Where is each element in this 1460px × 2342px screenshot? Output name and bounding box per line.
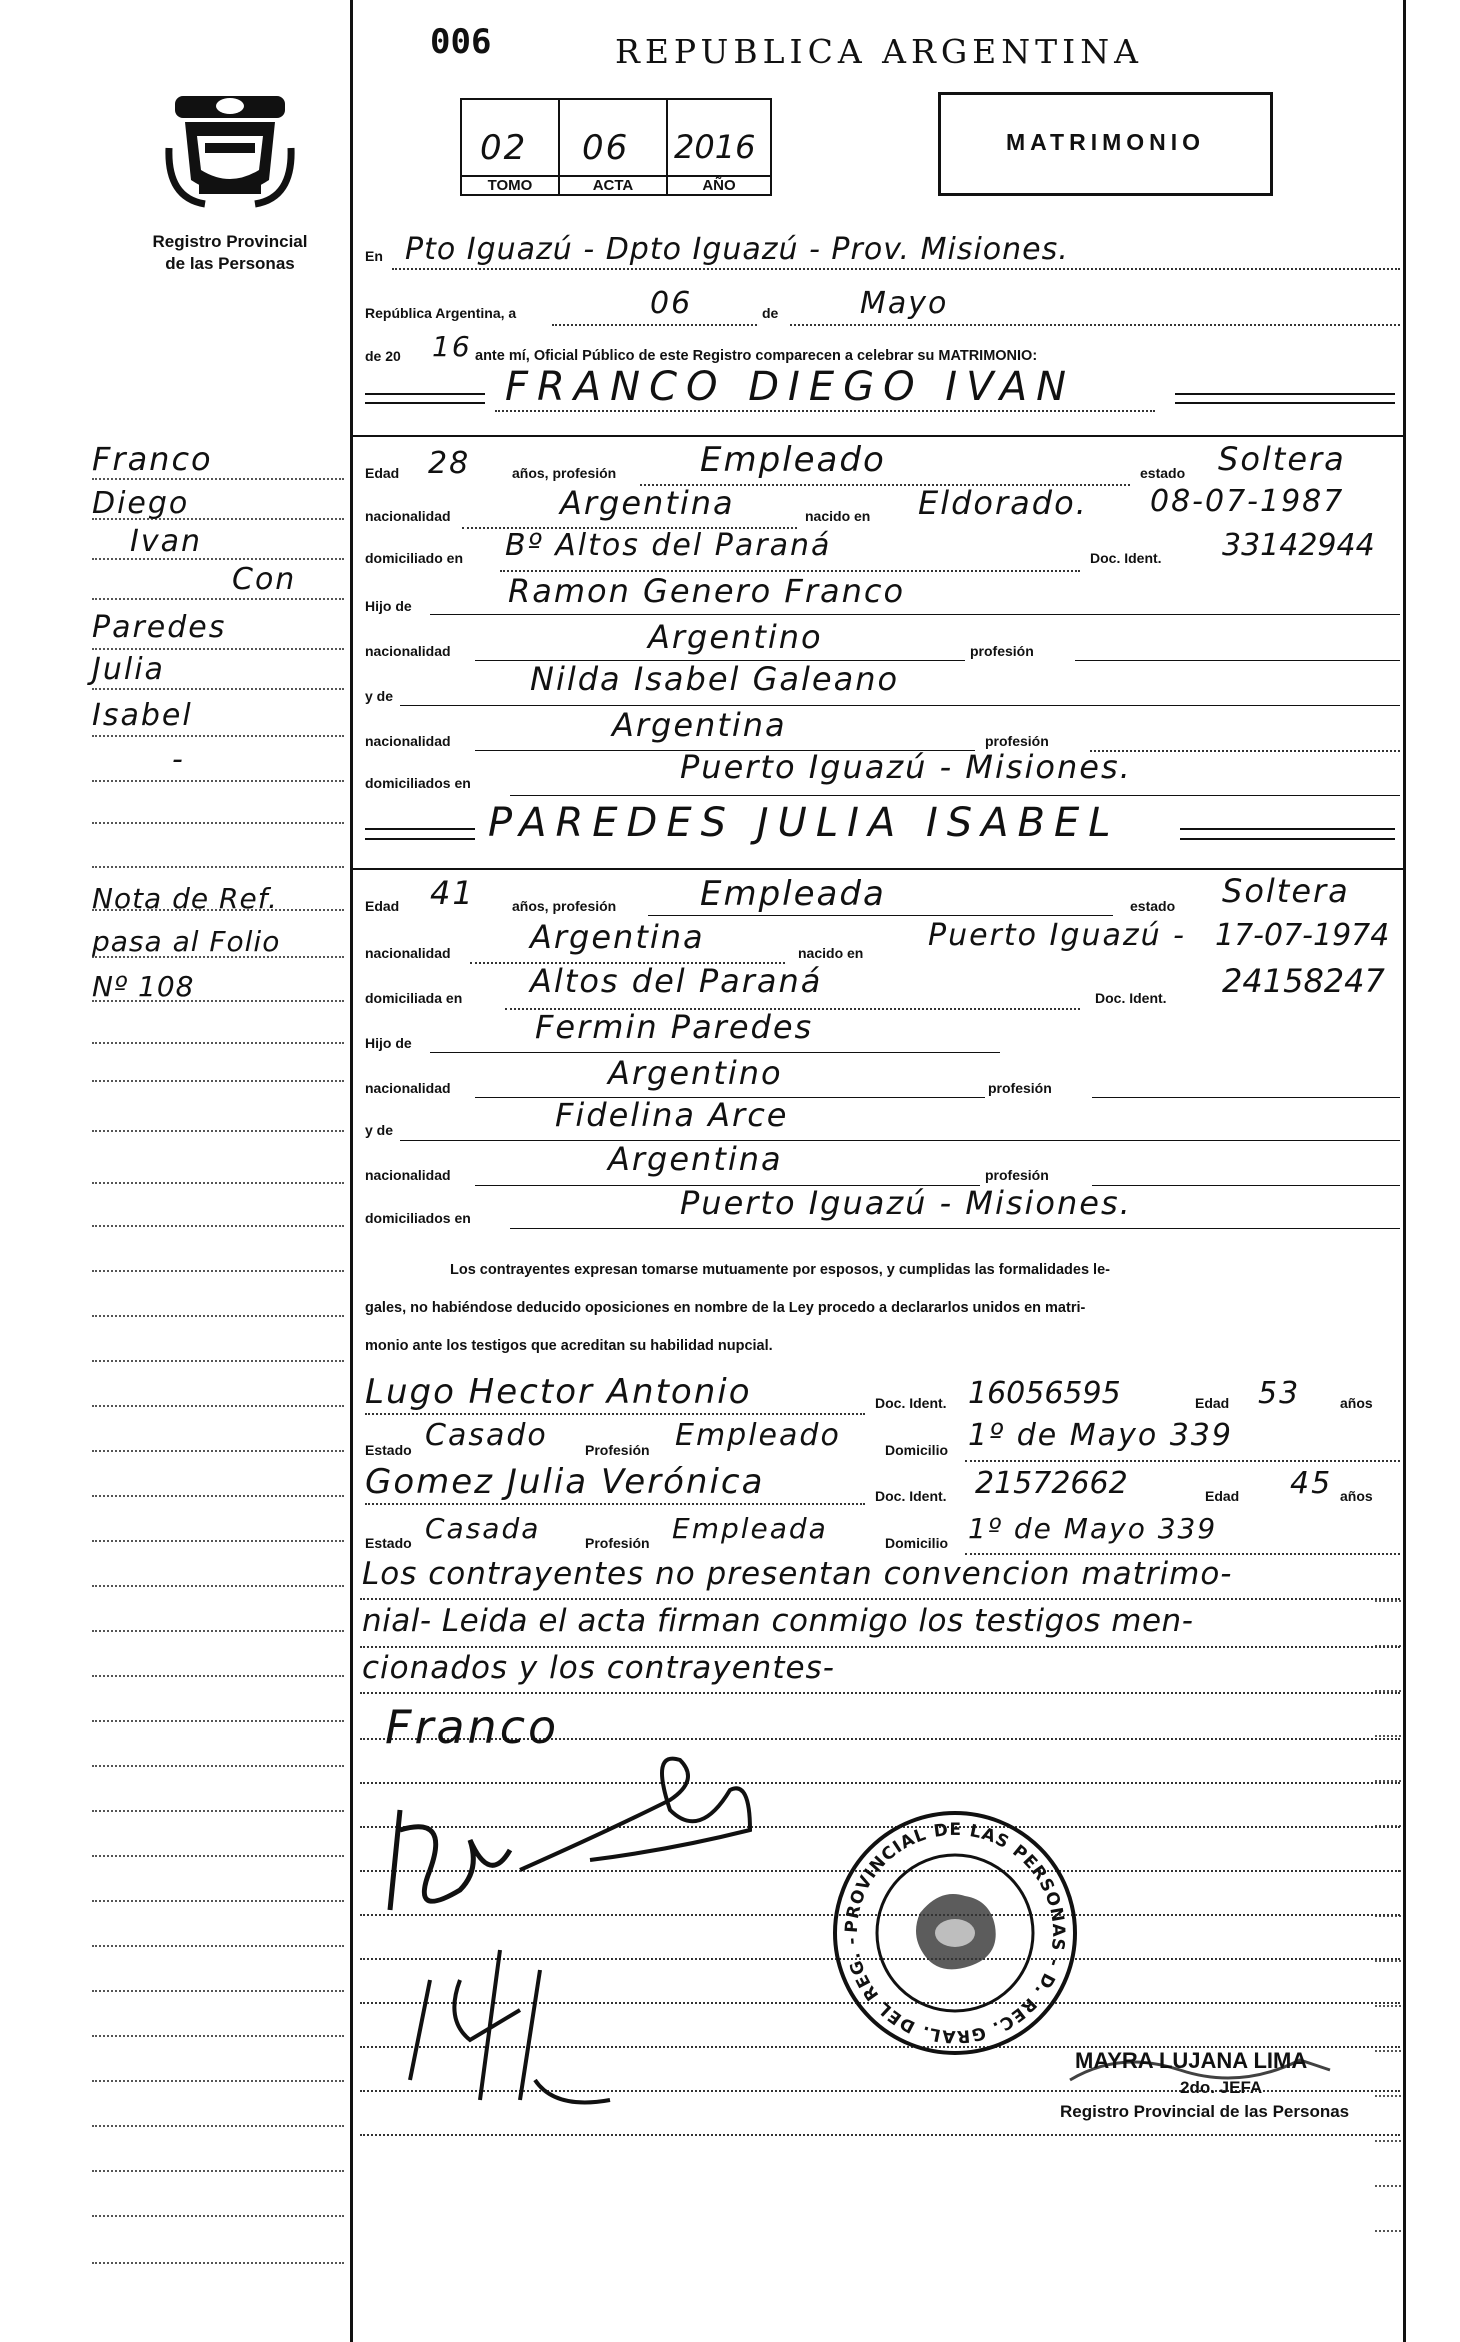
nac-padre-value: Argentino — [648, 618, 823, 656]
nacionalidad-value: Argentina — [560, 484, 735, 522]
doc-value: 33142944 — [1222, 528, 1375, 563]
intro-statement: ante mí, Oficial Público de este Registro comparecen a celebrar su MATRIMONIO: — [475, 348, 1038, 364]
margin-dash: - — [172, 742, 185, 777]
prof-padre-label: profesión — [988, 1080, 1052, 1096]
fecha-nacimiento-value: 17-07-1974 — [1215, 918, 1390, 953]
ano-label: AÑO — [668, 175, 770, 194]
country-title: REPUBLICA ARGENTINA — [615, 32, 1143, 71]
bride-name: PAREDES JULIA ISABEL — [488, 800, 1120, 846]
nacionalidad-value: Argentina — [530, 918, 705, 956]
document-code: 006 — [430, 22, 492, 62]
margin-name-3: Ivan — [130, 524, 202, 559]
witness-2-anos-label: años — [1340, 1488, 1373, 1504]
signature-groom: Franco — [385, 1700, 560, 1754]
estado-value: Soltera — [1218, 440, 1346, 478]
matrimonio-box — [938, 92, 1273, 196]
place-value: Pto Iguazú - Dpto Iguazú - Prov. Misiones. — [405, 232, 1069, 267]
estado-value: Soltera — [1222, 872, 1350, 910]
doc-label: Doc. Ident. — [1090, 550, 1162, 566]
nac-madre-label: nacionalidad — [365, 1167, 451, 1183]
ano-cell — [666, 98, 772, 196]
margin-con: Con — [232, 562, 297, 597]
ano-value: 2016 — [674, 128, 756, 166]
acta-value: 06 — [582, 128, 630, 168]
witness-2-profesion-label: Profesión — [585, 1535, 650, 1551]
edad-value: 28 — [428, 446, 471, 481]
prof-madre-label: profesión — [985, 1167, 1049, 1183]
nacido-value: Puerto Iguazú - — [928, 918, 1186, 953]
domiciliados-value: Puerto Iguazú - Misiones. — [680, 1184, 1132, 1222]
profesion-value: Empleada — [700, 874, 886, 914]
right-margin-line — [1403, 0, 1406, 2342]
padre-value: Fermin Paredes — [535, 1008, 814, 1046]
profesion-value: Empleado — [700, 440, 886, 480]
registry-name-line1: Registro Provincial — [152, 232, 308, 251]
signature-scribbles — [370, 1720, 870, 2140]
nacionalidad-label: nacionalidad — [365, 945, 451, 961]
official-title: 2do. JEFA — [1180, 2078, 1263, 2097]
acta-cell — [558, 98, 668, 196]
document-type: MATRIMONIO — [1005, 129, 1206, 155]
witness-1-profesion-label: Profesión — [585, 1442, 650, 1458]
doc-value: 24158247 — [1222, 962, 1385, 1000]
prof-padre-label: profesión — [970, 643, 1034, 659]
margin-name-5: Julia — [92, 652, 165, 687]
nac-madre-label: nacionalidad — [365, 733, 451, 749]
en-label: En — [365, 248, 383, 264]
registry-name-line2: de las Personas — [165, 254, 295, 273]
margin-note-3: Nº 108 — [92, 970, 195, 1003]
doc-label: Doc. Ident. — [1095, 990, 1167, 1006]
witness-2-estado: Casada — [425, 1512, 541, 1545]
witness-2-estado-label: Estado — [365, 1535, 412, 1551]
de-label: de — [762, 305, 779, 321]
witness-2-domicilio: 1º de Mayo 339 — [968, 1512, 1218, 1545]
acta-label: ACTA — [560, 175, 666, 194]
estado-label: estado — [1130, 898, 1176, 914]
y-de-label: y de — [365, 688, 394, 704]
tomo-value: 02 — [480, 128, 528, 168]
witness-2-domicilio-label: Domicilio — [885, 1535, 949, 1551]
year-value: 16 — [432, 330, 472, 363]
notes-line-2: nial- Leida el acta firman conmigo los testigos men- — [362, 1603, 1194, 1639]
nac-madre-value: Argentina — [608, 1140, 783, 1178]
nac-madre-value: Argentina — [612, 706, 787, 744]
padre-value: Ramon Genero Franco — [508, 572, 906, 610]
madre-value: Nilda Isabel Galeano — [530, 660, 900, 698]
republica-label: República Argentina, a — [365, 305, 517, 321]
edad-label: Edad — [365, 898, 400, 914]
nacido-label: nacido en — [805, 508, 871, 524]
madre-value: Fidelina Arce — [555, 1096, 789, 1134]
witness-1-doc-label: Doc. Ident. — [875, 1395, 947, 1411]
hijo-label: Hijo de — [365, 598, 412, 614]
tomo-cell — [460, 98, 560, 196]
notes-line-1: Los contrayentes no presentan convencion matrimo- — [362, 1556, 1233, 1592]
prof-madre-label: profesión — [985, 733, 1049, 749]
coat-of-arms-emblem — [165, 88, 295, 213]
nacido-label: nacido en — [798, 945, 864, 961]
witness-1-edad: 53 — [1258, 1376, 1301, 1411]
notes-line-3: cionados y los contrayentes- — [362, 1650, 835, 1686]
y-de-label: y de — [365, 1122, 394, 1138]
official-department: Registro Provincial de las Personas — [1060, 2102, 1350, 2121]
witness-2-edad-label: Edad — [1205, 1488, 1240, 1504]
legal-line-1: Los contrayentes expresan tomarse mutuamente por esposos, y cumplidas las formalidades le- — [450, 1262, 1110, 1278]
witness-2-edad: 45 — [1290, 1466, 1333, 1501]
witness-1-name: Lugo Hector Antonio — [365, 1372, 752, 1412]
day-value: 06 — [650, 286, 693, 321]
official-signature-scribble — [1060, 2040, 1340, 2130]
witness-1-domicilio: 1º de Mayo 339 — [968, 1418, 1233, 1453]
witness-1-domicilio-label: Domicilio — [885, 1442, 949, 1458]
nac-padre-label: nacionalidad — [365, 643, 451, 659]
domicilio-value: Bº Altos del Paraná — [505, 528, 832, 563]
domicilio-value: Altos del Paraná — [530, 962, 823, 1000]
official-name: MAYRA LUJANA LIMA — [1075, 2048, 1308, 2073]
anos-profesion-label: años, profesión — [512, 898, 617, 914]
witness-1-estado-label: Estado — [365, 1442, 412, 1458]
margin-name-6: Isabel — [92, 698, 193, 733]
witness-2-profesion: Empleada — [672, 1512, 828, 1545]
legal-line-3: monio ante los testigos que acreditan su habilidad nupcial. — [365, 1338, 773, 1354]
groom-name: FRANCO DIEGO IVAN — [505, 364, 1076, 410]
year-label: de 20 — [365, 348, 401, 364]
witness-1-estado: Casado — [425, 1418, 548, 1453]
official-seal-stamp — [830, 1808, 1080, 2058]
fecha-nacimiento-value: 08-07-1987 — [1150, 484, 1345, 519]
legal-line-2: gales, no habiéndose deducido oposiciones en nombre de la Ley procedo a declararlos unidos en matri- — [365, 1300, 1086, 1316]
edad-label: Edad — [365, 465, 400, 481]
margin-name-1: Franco — [92, 440, 213, 478]
witness-2-doc-label: Doc. Ident. — [875, 1488, 947, 1504]
witness-1-edad-label: Edad — [1195, 1395, 1230, 1411]
witness-1-profesion: Empleado — [675, 1418, 841, 1453]
domiciliado-label: domiciliada en — [365, 990, 463, 1006]
nacido-value: Eldorado. — [918, 484, 1088, 522]
domiciliados-label: domiciliados en — [365, 775, 471, 791]
margin-note-1: Nota de Ref. — [92, 882, 278, 915]
margin-note-2: pasa al Folio — [92, 925, 281, 958]
margin-name-4: Paredes — [92, 610, 227, 645]
margin-name-2: Diego — [92, 486, 190, 521]
nac-padre-value: Argentino — [608, 1054, 783, 1092]
witness-2-doc: 21572662 — [975, 1466, 1128, 1501]
month-value: Mayo — [860, 286, 949, 321]
witness-2-name: Gomez Julia Verónica — [365, 1462, 765, 1502]
edad-value: 41 — [430, 874, 475, 912]
witness-1-anos-label: años — [1340, 1395, 1373, 1411]
witness-1-doc: 16056595 — [968, 1376, 1121, 1411]
estado-label: estado — [1140, 465, 1186, 481]
tomo-label: TOMO — [462, 175, 558, 194]
anos-profesion-label: años, profesión — [512, 465, 617, 481]
svg-text:PROVINCIAL DE LAS PERSONAS - D: PROVINCIAL DE LAS PERSONAS - D. REC. GRAL. DEL REG. - — [841, 1819, 1069, 2047]
nacionalidad-label: nacionalidad — [365, 508, 451, 524]
domiciliados-label: domiciliados en — [365, 1210, 471, 1226]
hijo-label: Hijo de — [365, 1035, 412, 1051]
domiciliado-label: domiciliado en — [365, 550, 464, 566]
nac-padre-label: nacionalidad — [365, 1080, 451, 1096]
domiciliados-value: Puerto Iguazú - Misiones. — [680, 748, 1132, 786]
left-margin-line — [350, 0, 353, 2342]
